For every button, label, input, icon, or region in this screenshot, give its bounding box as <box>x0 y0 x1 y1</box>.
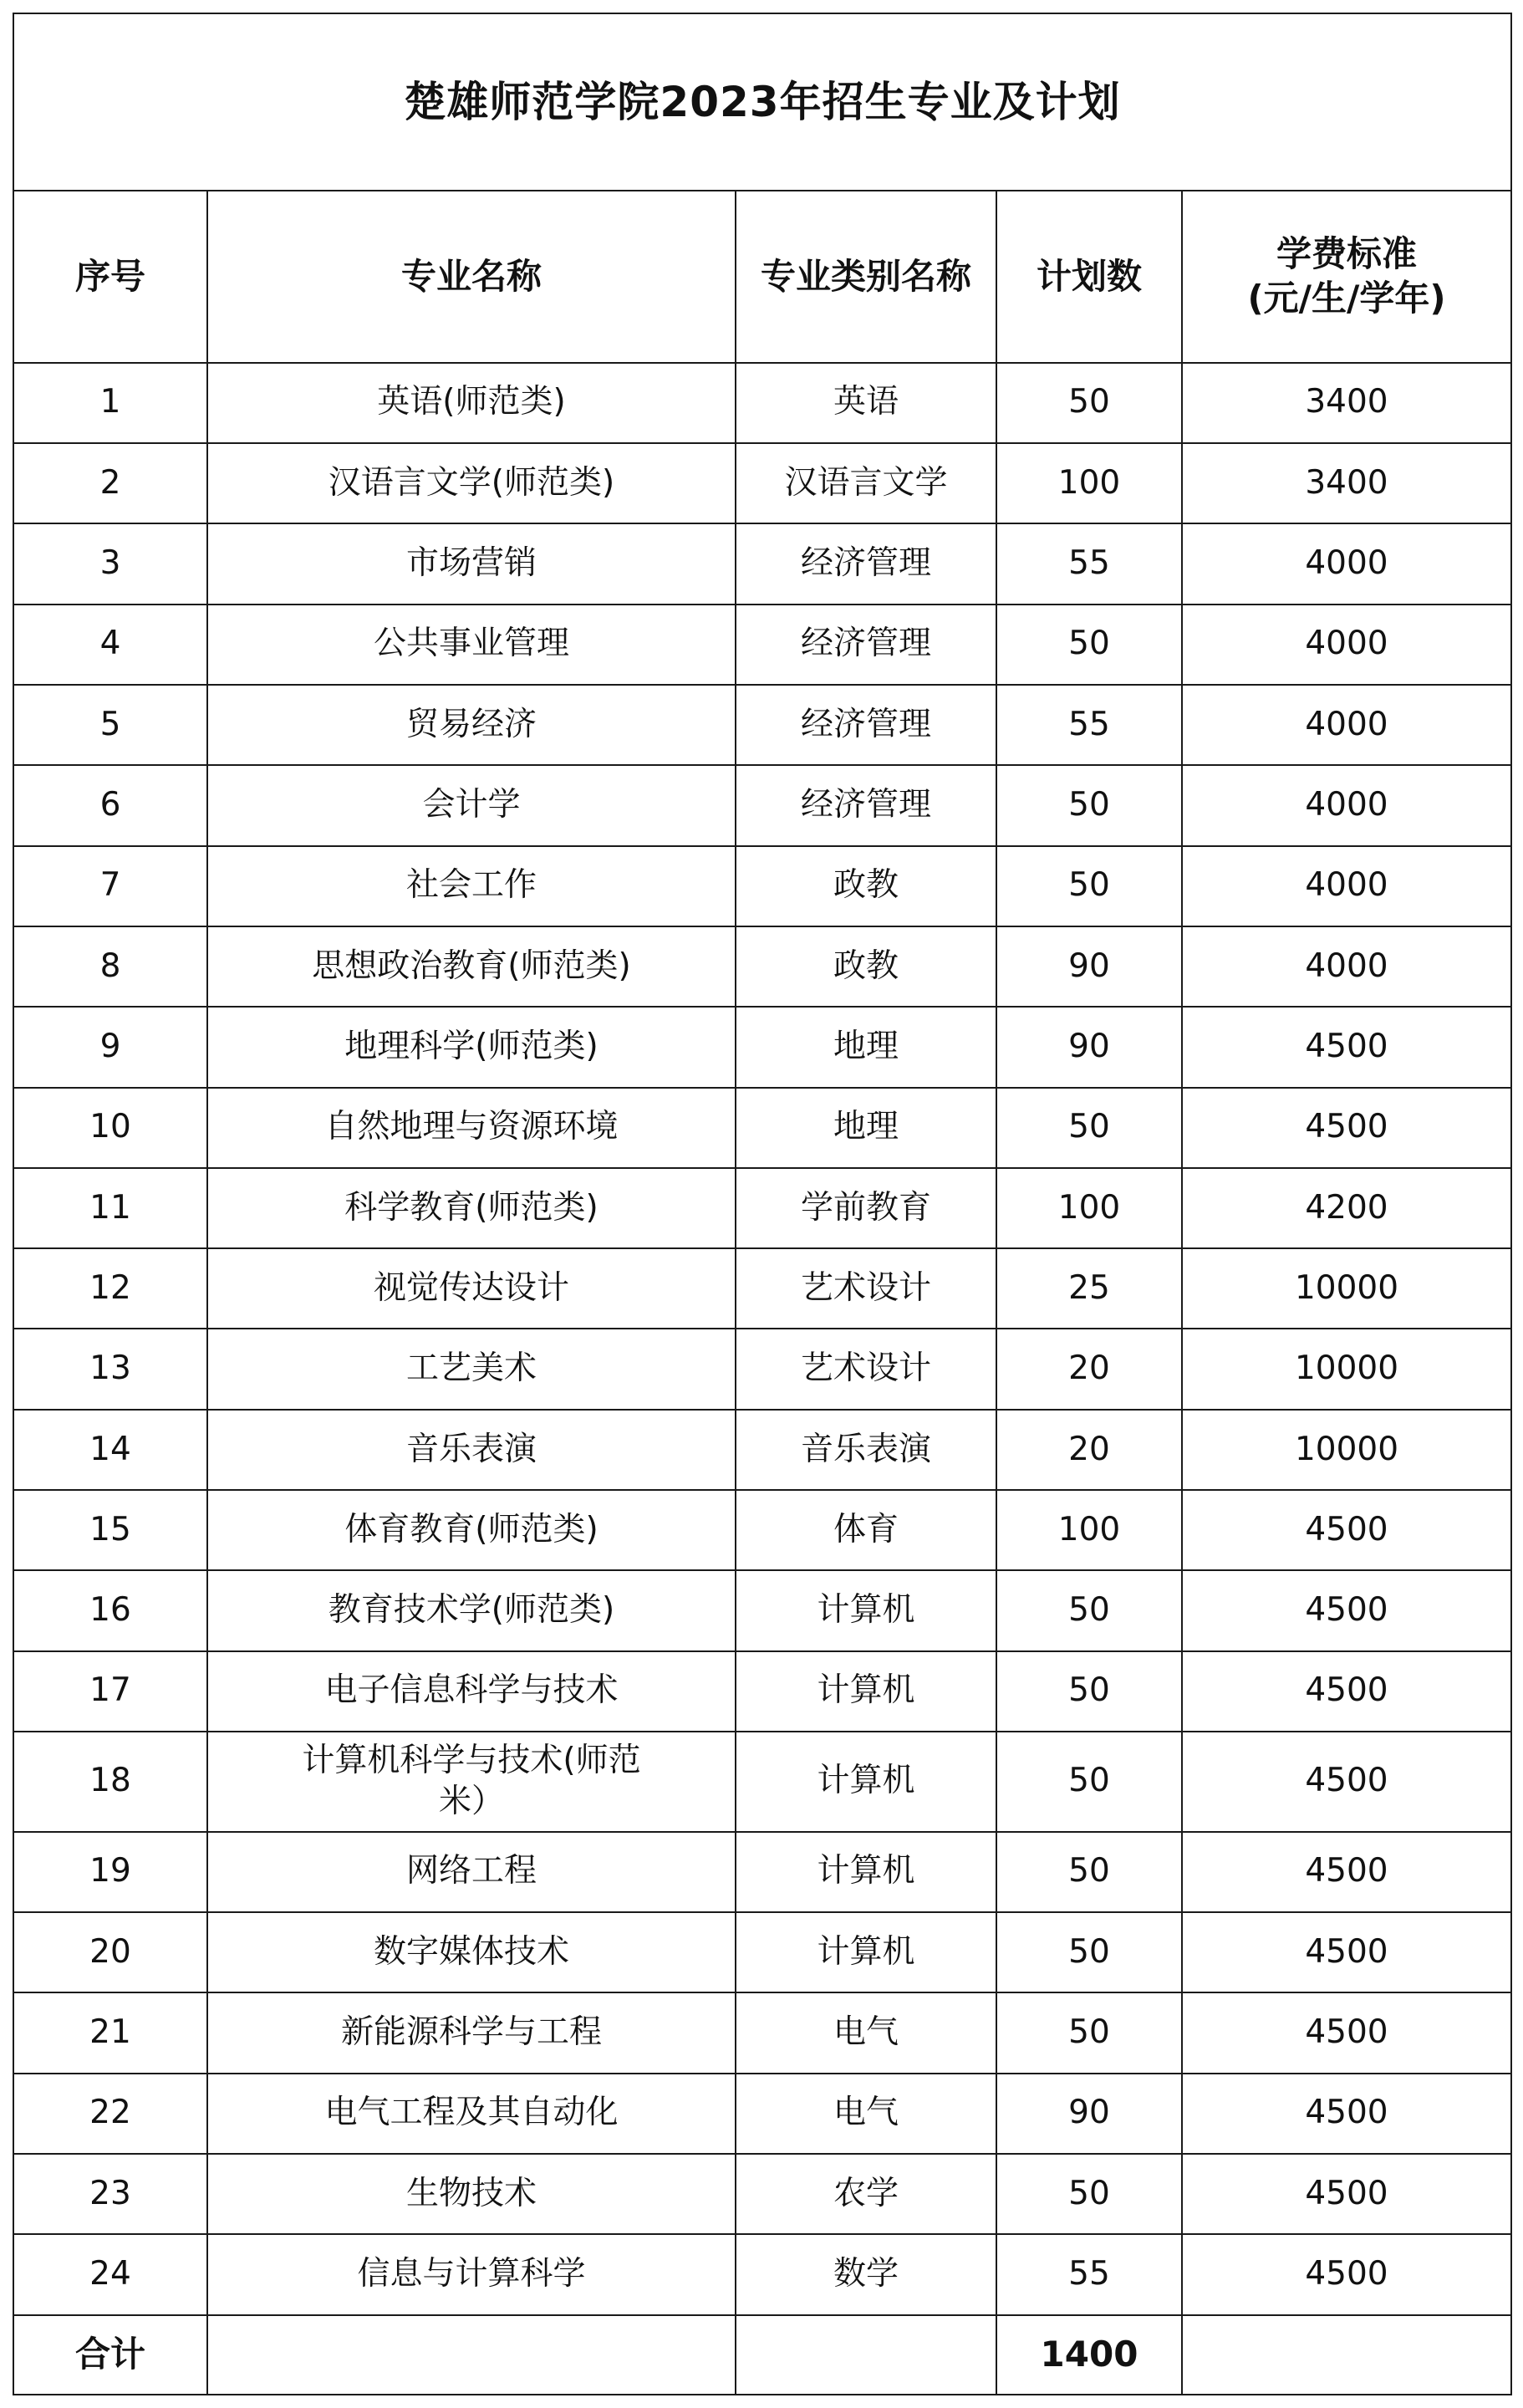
row-plan-cell: 50 <box>996 1651 1182 1732</box>
row-tuition-cell: 10000 <box>1182 1248 1511 1329</box>
row-category-cell: 电气 <box>736 1992 996 2073</box>
table-row <box>13 1732 1511 1832</box>
enrollment-plan-table <box>13 13 1512 2395</box>
row-major-cell: 生物技术 <box>207 2154 736 2234</box>
row-tuition-cell: 4500 <box>1182 1992 1511 2073</box>
row-major-cell: 教育技术学(师范类) <box>207 1570 736 1650</box>
table-row <box>13 1329 1511 1409</box>
header-tuition-line1: 学费标准 <box>1276 233 1417 275</box>
row-plan-cell: 50 <box>996 765 1182 845</box>
row-tuition-cell: 10000 <box>1182 1329 1511 1409</box>
row-category-cell: 计算机 <box>736 1832 996 1912</box>
row-category-cell: 地理 <box>736 1088 996 1168</box>
table-header-row <box>13 191 1511 363</box>
table-row <box>13 1570 1511 1650</box>
row-major-cell: 社会工作 <box>207 846 736 926</box>
row-category-cell: 艺术设计 <box>736 1248 996 1329</box>
row-index-cell: 4 <box>13 605 207 685</box>
row-plan-cell: 55 <box>996 685 1182 765</box>
row-category-cell: 艺术设计 <box>736 1329 996 1409</box>
row-index-cell: 6 <box>13 765 207 845</box>
row-major-line2: 米） <box>438 1782 504 1820</box>
table-row <box>13 926 1511 1007</box>
total-label-cell: 合计 <box>13 2315 207 2395</box>
row-tuition-cell: 4200 <box>1182 1168 1511 1248</box>
row-plan-cell: 50 <box>996 1732 1182 1832</box>
row-major-cell: 网络工程 <box>207 1832 736 1912</box>
row-index-cell: 13 <box>13 1329 207 1409</box>
row-tuition-cell: 4500 <box>1182 2074 1511 2154</box>
row-major-cell <box>207 1732 736 1832</box>
row-index-cell: 5 <box>13 685 207 765</box>
table-row <box>13 1832 1511 1912</box>
row-index-cell: 23 <box>13 2154 207 2234</box>
row-index-cell: 10 <box>13 1088 207 1168</box>
row-category-cell: 汉语言文学 <box>736 443 996 523</box>
row-plan-cell: 90 <box>996 926 1182 1007</box>
row-plan-cell: 100 <box>996 1490 1182 1570</box>
row-category-cell: 数学 <box>736 2234 996 2314</box>
row-category-cell: 学前教育 <box>736 1168 996 1248</box>
table-row <box>13 2074 1511 2154</box>
row-plan-cell: 50 <box>996 1912 1182 1992</box>
row-category-cell: 计算机 <box>736 1732 996 1832</box>
row-category-cell: 政教 <box>736 926 996 1007</box>
row-index-cell: 1 <box>13 363 207 443</box>
row-major-cell: 英语(师范类) <box>207 363 736 443</box>
header-index: 序号 <box>13 191 207 363</box>
row-plan-cell: 50 <box>996 1832 1182 1912</box>
row-major-cell: 视觉传达设计 <box>207 1248 736 1329</box>
row-category-cell: 经济管理 <box>736 765 996 845</box>
row-major-cell: 会计学 <box>207 765 736 845</box>
row-tuition-cell: 4000 <box>1182 846 1511 926</box>
table-title: 楚雄师范学院2023年招生专业及计划 <box>13 13 1511 191</box>
row-tuition-cell: 4500 <box>1182 1912 1511 1992</box>
row-major-cell: 公共事业管理 <box>207 605 736 685</box>
row-category-cell: 地理 <box>736 1007 996 1087</box>
table-row <box>13 1490 1511 1570</box>
row-tuition-cell: 3400 <box>1182 363 1511 443</box>
row-plan-cell: 50 <box>996 1088 1182 1168</box>
row-tuition-cell: 4000 <box>1182 926 1511 1007</box>
row-category-cell: 政教 <box>736 846 996 926</box>
row-tuition-cell: 4500 <box>1182 1007 1511 1087</box>
row-plan-cell: 90 <box>996 1007 1182 1087</box>
row-plan-cell: 50 <box>996 1570 1182 1650</box>
row-index-cell: 11 <box>13 1168 207 1248</box>
row-category-cell: 计算机 <box>736 1912 996 1992</box>
row-plan-cell: 50 <box>996 846 1182 926</box>
header-major: 专业名称 <box>207 191 736 363</box>
row-category-cell: 计算机 <box>736 1570 996 1650</box>
row-tuition-cell: 3400 <box>1182 443 1511 523</box>
table-row <box>13 605 1511 685</box>
row-category-cell: 电气 <box>736 2074 996 2154</box>
row-plan-cell: 100 <box>996 1168 1182 1248</box>
table-row <box>13 1912 1511 1992</box>
row-major-cell: 工艺美术 <box>207 1329 736 1409</box>
row-plan-cell: 50 <box>996 605 1182 685</box>
table-row <box>13 363 1511 443</box>
row-plan-cell: 90 <box>996 2074 1182 2154</box>
row-major-cell: 思想政治教育(师范类) <box>207 926 736 1007</box>
row-major-cell: 电气工程及其自动化 <box>207 2074 736 2154</box>
row-tuition-cell: 10000 <box>1182 1410 1511 1490</box>
row-major-cell: 音乐表演 <box>207 1410 736 1490</box>
row-tuition-cell: 4000 <box>1182 605 1511 685</box>
row-index-cell: 24 <box>13 2234 207 2314</box>
row-tuition-cell: 4500 <box>1182 1832 1511 1912</box>
table-row <box>13 1651 1511 1732</box>
row-major-cell: 电子信息科学与技术 <box>207 1651 736 1732</box>
row-major-cell: 科学教育(师范类) <box>207 1168 736 1248</box>
row-major-cell: 自然地理与资源环境 <box>207 1088 736 1168</box>
row-index-cell: 19 <box>13 1832 207 1912</box>
row-category-cell: 计算机 <box>736 1651 996 1732</box>
row-plan-cell: 55 <box>996 523 1182 604</box>
total-major-cell <box>207 2315 736 2395</box>
row-major-cell: 贸易经济 <box>207 685 736 765</box>
table-row <box>13 2154 1511 2234</box>
table-row <box>13 846 1511 926</box>
table-row <box>13 443 1511 523</box>
header-tuition <box>1182 191 1511 363</box>
row-tuition-cell: 4000 <box>1182 685 1511 765</box>
row-plan-cell: 55 <box>996 2234 1182 2314</box>
row-tuition-cell: 4000 <box>1182 765 1511 845</box>
row-tuition-cell: 4500 <box>1182 1732 1511 1832</box>
row-plan-cell: 25 <box>996 1248 1182 1329</box>
header-category: 专业类别名称 <box>736 191 996 363</box>
row-tuition-cell: 4500 <box>1182 1490 1511 1570</box>
row-tuition-cell: 4500 <box>1182 1651 1511 1732</box>
table-row <box>13 1088 1511 1168</box>
row-category-cell: 经济管理 <box>736 685 996 765</box>
row-plan-cell: 50 <box>996 2154 1182 2234</box>
row-major-line1: 计算机科学与技术(师范 <box>302 1742 641 1780</box>
row-index-cell: 2 <box>13 443 207 523</box>
row-index-cell: 9 <box>13 1007 207 1087</box>
row-plan-cell: 20 <box>996 1410 1182 1490</box>
row-category-cell: 英语 <box>736 363 996 443</box>
row-plan-cell: 100 <box>996 443 1182 523</box>
total-tuition-cell <box>1182 2315 1511 2395</box>
table-row <box>13 1007 1511 1087</box>
row-major-cell: 市场营销 <box>207 523 736 604</box>
row-plan-cell: 50 <box>996 1992 1182 2073</box>
table-row <box>13 1992 1511 2073</box>
row-index-cell: 8 <box>13 926 207 1007</box>
row-major-cell: 地理科学(师范类) <box>207 1007 736 1087</box>
total-row <box>13 2315 1511 2395</box>
row-index-cell: 15 <box>13 1490 207 1570</box>
row-category-cell: 农学 <box>736 2154 996 2234</box>
row-index-cell: 7 <box>13 846 207 926</box>
row-index-cell: 20 <box>13 1912 207 1992</box>
table-row <box>13 1248 1511 1329</box>
row-major-cell: 信息与计算科学 <box>207 2234 736 2314</box>
row-index-cell: 16 <box>13 1570 207 1650</box>
enrollment-plan-document <box>13 13 1510 2395</box>
row-tuition-cell: 4500 <box>1182 2234 1511 2314</box>
table-row <box>13 765 1511 845</box>
row-tuition-cell: 4500 <box>1182 1570 1511 1650</box>
row-major-cell: 体育教育(师范类) <box>207 1490 736 1570</box>
table-row <box>13 2234 1511 2314</box>
total-category-cell <box>736 2315 996 2395</box>
row-tuition-cell: 4500 <box>1182 2154 1511 2234</box>
row-plan-cell: 50 <box>996 363 1182 443</box>
row-index-cell: 18 <box>13 1732 207 1832</box>
header-plan: 计划数 <box>996 191 1182 363</box>
row-major-cell: 数字媒体技术 <box>207 1912 736 1992</box>
row-index-cell: 17 <box>13 1651 207 1732</box>
row-category-cell: 音乐表演 <box>736 1410 996 1490</box>
table-row <box>13 523 1511 604</box>
table-row <box>13 1410 1511 1490</box>
row-plan-cell: 20 <box>996 1329 1182 1409</box>
row-index-cell: 22 <box>13 2074 207 2154</box>
row-index-cell: 3 <box>13 523 207 604</box>
row-category-cell: 经济管理 <box>736 605 996 685</box>
row-index-cell: 12 <box>13 1248 207 1329</box>
row-category-cell: 体育 <box>736 1490 996 1570</box>
row-tuition-cell: 4000 <box>1182 523 1511 604</box>
row-category-cell: 经济管理 <box>736 523 996 604</box>
row-tuition-cell: 4500 <box>1182 1088 1511 1168</box>
row-index-cell: 21 <box>13 1992 207 2073</box>
header-tuition-line2: (元/生/学年) <box>1247 277 1446 319</box>
row-index-cell: 14 <box>13 1410 207 1490</box>
table-row <box>13 1168 1511 1248</box>
row-major-cell: 汉语言文学(师范类) <box>207 443 736 523</box>
total-plan-cell: 1400 <box>996 2315 1182 2395</box>
row-major-cell: 新能源科学与工程 <box>207 1992 736 2073</box>
table-row <box>13 685 1511 765</box>
